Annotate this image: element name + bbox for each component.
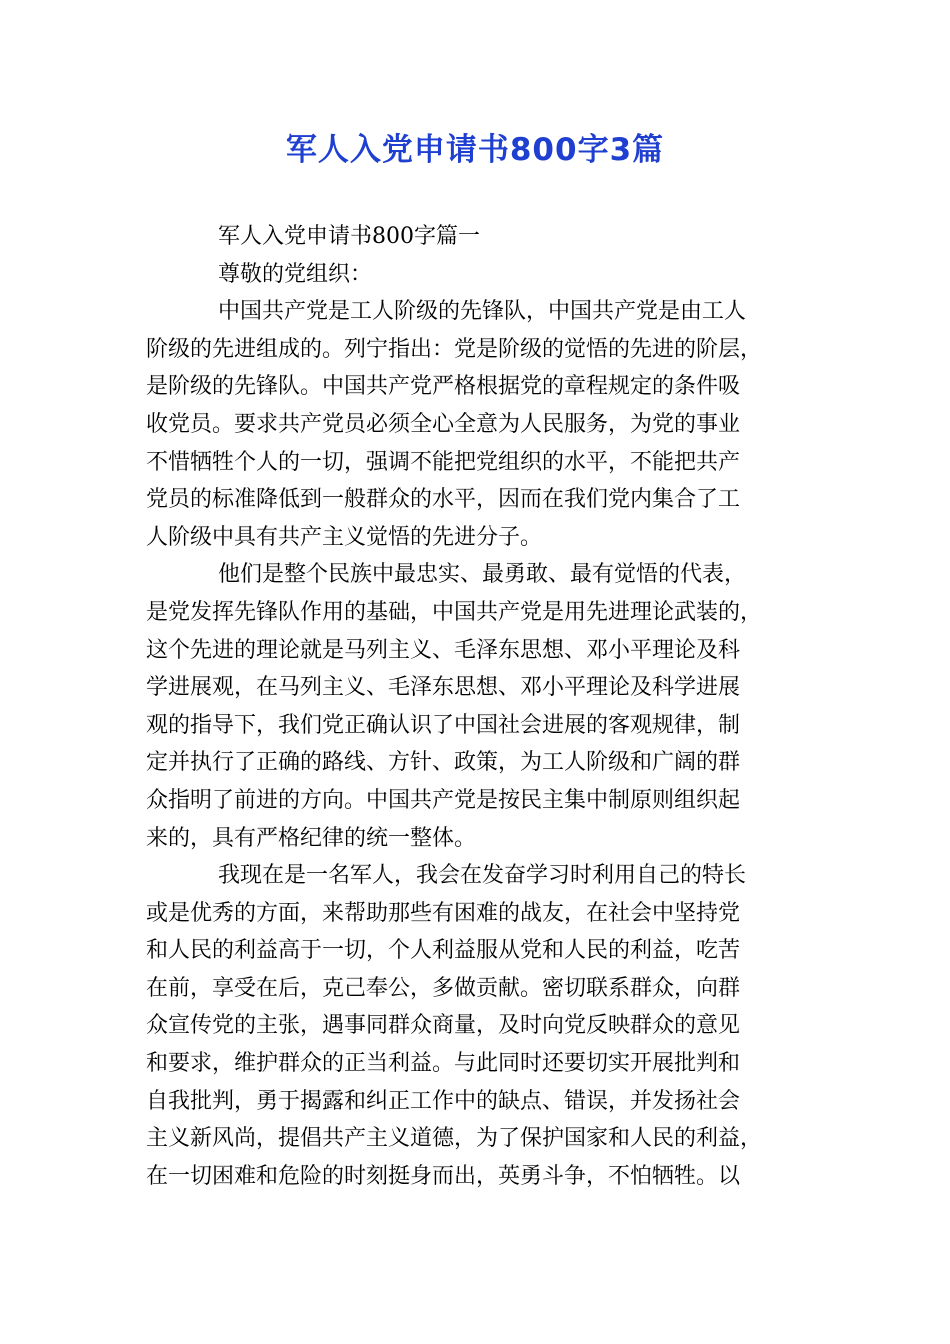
paragraph-line: 定并执行了正确的路线、方针、政策，为工人阶级和广阔的群 (146, 750, 741, 776)
paragraph-line: 是阶级的先锋队。中国共产党严格根据党的章程规定的条件吸 (146, 374, 741, 400)
document-body (146, 218, 802, 1195)
paragraph-line: 和人民的利益高于一切，个人利益服从党和人民的利益，吃苦 (146, 938, 741, 964)
paragraph-2 (146, 556, 802, 857)
paragraph-line: 中国共产党是工人阶级的先锋队，中国共产党是由工人 (218, 299, 747, 325)
paragraph-line: 自我批判，勇于揭露和纠正工作中的缺点、错误，并发扬社会 (146, 1088, 741, 1114)
paragraph-line: 这个先进的理论就是马列主义、毛泽东思想、邓小平理论及科 (146, 637, 741, 663)
paragraph-1 (146, 293, 802, 556)
paragraph-line: 他们是整个民族中最忠实、最勇敢、最有觉悟的代表， (218, 562, 747, 588)
paragraph-3 (146, 857, 802, 1195)
paragraph-line: 不惜牺牲个人的一切，强调不能把党组织的水平，不能把共产 (146, 449, 741, 475)
paragraph-line: 我现在是一名军人，我会在发奋学习时利用自己的特长 (218, 863, 747, 889)
section-heading: 军人入党申请书800字篇一 (218, 224, 480, 249)
paragraph-line: 学进展观，在马列主义、毛泽东思想、邓小平理论及科学进展 (146, 675, 741, 701)
paragraph-line: 人阶级中具有共产主义觉悟的先进分子。 (146, 524, 543, 550)
paragraph-line: 观的指导下，我们党正确认识了中国社会进展的客观规律，制 (146, 712, 741, 738)
paragraph-line: 众指明了前进的方向。中国共产党是按民主集中制原则组织起 (146, 787, 741, 813)
paragraph-line: 是党发挥先锋队作用的基础，中国共产党是用先进理论武装的， (146, 599, 763, 625)
paragraph-line: 来的，具有严格纪律的统一整体。 (146, 825, 477, 851)
document-title: 军人入党申请书800字3篇 (285, 132, 665, 168)
salutation: 尊敬的党组织： (218, 261, 373, 287)
paragraph-line: 众宣传党的主张，遇事同群众商量，及时向党反映群众的意见 (146, 1013, 741, 1039)
paragraph-line: 在前，享受在后，克己奉公，多做贡献。密切联系群众，向群 (146, 975, 741, 1001)
paragraph-line: 党员的标准降低到一般群众的水平，因而在我们党内集合了工 (146, 487, 741, 513)
paragraph-line: 在一切困难和危险的时刻挺身而出，英勇斗争，不怕牺牲。以 (146, 1163, 741, 1189)
paragraph-line: 主义新风尚，提倡共产主义道德，为了保护国家和人民的利益， (146, 1126, 763, 1152)
paragraph-line: 阶级的先进组成的。列宁指出：党是阶级的觉悟的先进的阶层， (146, 336, 763, 362)
paragraph-line: 收党员。要求共产党员必须全心全意为人民服务，为党的事业 (146, 411, 741, 437)
paragraph-line: 和要求，维护群众的正当利益。与此同时还要切实开展批判和 (146, 1051, 741, 1077)
paragraph-line: 或是优秀的方面，来帮助那些有困难的战友，在社会中坚持党 (146, 900, 741, 926)
